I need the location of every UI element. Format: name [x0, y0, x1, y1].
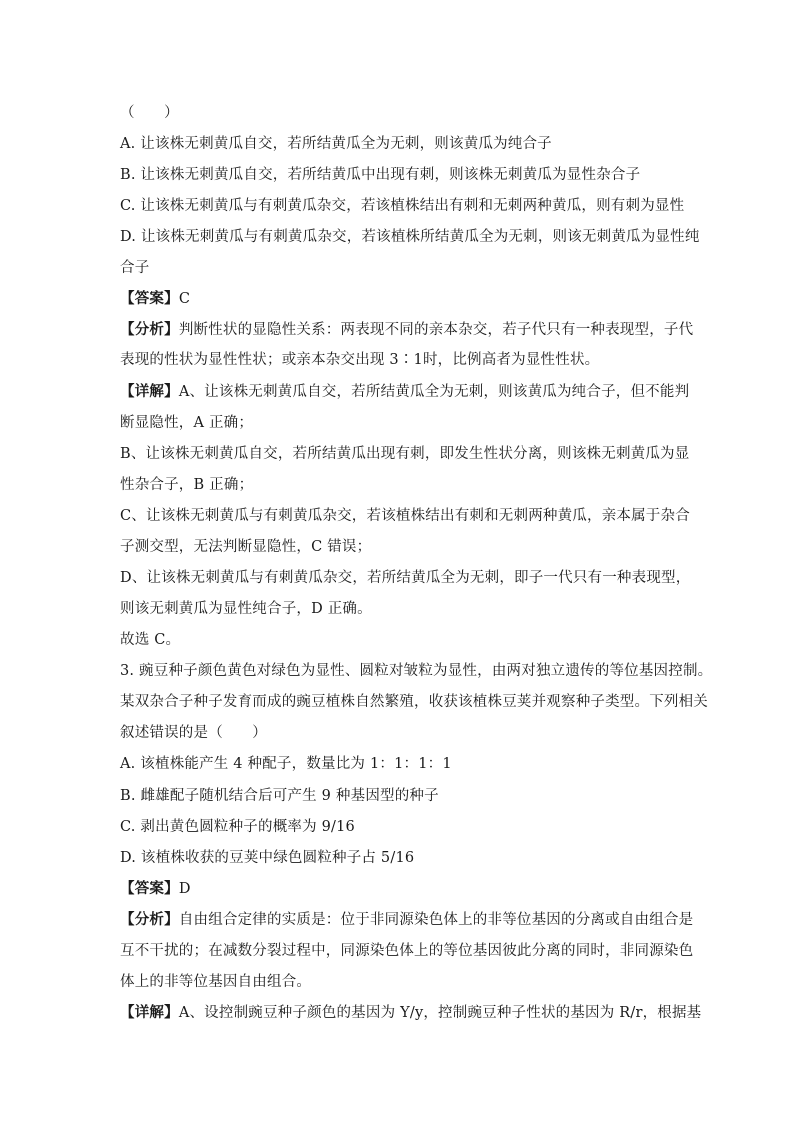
- q3-answer: D: [178, 881, 191, 897]
- q3-detail-tag: 【详解】: [120, 1004, 179, 1021]
- q2-option-a: A. 让该株无刺黄瓜自交，若所结黄瓜全为无刺，则该黄瓜为纯合子: [120, 136, 552, 152]
- q2-analysis-text-1: 判断性状的显隐性关系：两表现不同的亲本杂交，若子代只有一种表现型，子代: [178, 322, 694, 338]
- q2-detail-line-4: 性杂合子，B 正确；: [120, 477, 254, 493]
- q2-answer-tag: 【答案】: [120, 290, 179, 307]
- q2-option-b: B. 让该株无刺黄瓜自交，若所结黄瓜中出现有刺，则该株无刺黄瓜为显性杂合子: [120, 167, 641, 183]
- q2-detail-line-5: C、让该株无刺黄瓜与有刺黄瓜杂交，若该植株结出有刺和无刺两种黄瓜，亲本属于杂合: [120, 508, 690, 524]
- q2-answer-line: [120, 289, 190, 309]
- q3-option-b: B. 雌雄配子随机结合后可产生 9 种基因型的种子: [120, 788, 439, 804]
- q3-analysis-text-1: 自由组合定律的实质是：位于非同源染色体上的非等位基因的分离或自由组合是: [178, 912, 694, 928]
- q2-analysis-line-2: 表现的性状为显性性状；或亲本杂交出现 3∶1时，比例高者为显性性状。: [120, 352, 600, 368]
- q3-answer-line: [120, 879, 191, 899]
- q2-analysis-tag: 【分析】: [120, 321, 179, 338]
- q3-analysis-tag: 【分析】: [120, 911, 179, 928]
- q2-option-c: C. 让该株无刺黄瓜与有刺黄瓜杂交，若该植株结出有刺和无刺两种黄瓜，则有刺为显性: [120, 198, 685, 214]
- q2-paren: （ ）: [120, 105, 179, 121]
- q3-option-c: C. 剥出黄色圆粒种子的概率为 9/16: [120, 819, 355, 835]
- q2-detail-line-3: B、让该株无刺黄瓜自交，若所结黄瓜出现有刺，即发生性状分离，则该株无刺黄瓜为显: [120, 446, 690, 462]
- q3-stem-line-3: 叙述错误的是（ ）: [120, 725, 267, 741]
- q3-analysis-line-3: 体上的非等位基因自由组合。: [120, 974, 312, 990]
- q3-option-a: A. 该植株能产生 4 种配子，数量比为 1：1：1：1: [120, 756, 452, 772]
- q2-analysis-line-1: [120, 320, 693, 340]
- q3-detail-line-1: [120, 1003, 701, 1023]
- q2-option-d: D. 让该株无刺黄瓜与有刺黄瓜杂交，若该植株所结黄瓜全为无刺，则该无刺黄瓜为显性纯: [120, 229, 700, 245]
- q2-detail-line-8: 则该无刺黄瓜为显性纯合子，D 正确。: [120, 601, 372, 617]
- q3-detail-text-1: A、设控制豌豆种子颜色的基因为 Y/y，控制豌豆种子性状的基因为 R/r，根据基: [178, 1005, 702, 1021]
- q2-conclusion: 故选 C。: [120, 632, 181, 648]
- q2-detail-tag: 【详解】: [120, 383, 179, 400]
- q2-detail-line-2: 断显隐性，A 正确；: [120, 415, 254, 431]
- q3-stem-line-1: 3. 豌豆种子颜色黄色对绿色为显性、圆粒对皱粒为显性，由两对独立遗传的等位基因控制。: [120, 663, 713, 679]
- q3-analysis-line-1: [120, 910, 693, 930]
- q2-detail-line-1: [120, 382, 689, 402]
- q2-detail-line-7: D、让该株无刺黄瓜与有刺黄瓜杂交，若所结黄瓜全为无刺，即子一代只有一种表现型，: [120, 570, 691, 586]
- q3-stem-line-2: 某双杂合子种子发育而成的豌豆植株自然繁殖，收获该植株豆荚并观察种子类型。下列相关: [120, 694, 708, 710]
- q2-detail-line-6: 子测交型，无法判断显隐性，C 错误；: [120, 539, 372, 555]
- q3-option-d: D. 该植株收获的豆荚中绿色圆粒种子占 5/16: [120, 850, 415, 866]
- q3-answer-tag: 【答案】: [120, 880, 179, 897]
- q3-analysis-line-2: 互不干扰的；在减数分裂过程中，同源染色体上的等位基因彼此分离的同时，非同源染色: [120, 943, 694, 959]
- q2-answer: C: [178, 291, 191, 307]
- q2-detail-text-1: A、让该株无刺黄瓜自交，若所结黄瓜全为无刺，则该黄瓜为纯合子，但不能判: [178, 384, 690, 400]
- q2-option-d-cont: 合子: [120, 260, 150, 276]
